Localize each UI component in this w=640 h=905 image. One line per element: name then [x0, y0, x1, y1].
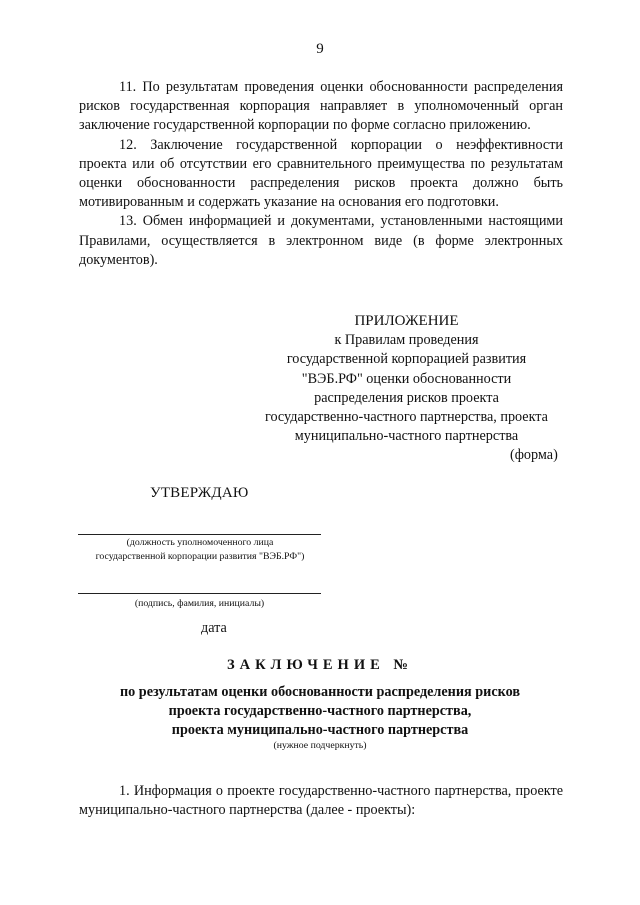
underline-note: (нужное подчеркнуть) [273, 740, 367, 751]
conclusion-subtitle-line: проекта государственно-частного партнерства, [168, 703, 472, 720]
position-line [78, 534, 321, 535]
conclusion-subtitle-line: проекта муниципально-частного партнерства [171, 722, 469, 739]
paragraph-12: 12. Заключение государственной корпорации о неэффективности проекта или об отсутствии его сравнительного преимущества по результатам оценки обоснованности распределения рисков проекта должно быть мотивированным и содержать указание на основания его подготовки. [79, 136, 563, 211]
appendix-line: государственной корпорацией развития [286, 351, 527, 368]
paragraph-13: 13. Обмен информацией и документами, установленными настоящими Правилами, осуществляется в электронном виде (в форме электронных документов). [79, 213, 563, 268]
conclusion-subtitle-line: по результатам оценки обоснованности распределения рисков [119, 684, 521, 700]
body-paragraphs [79, 78, 563, 270]
approve-heading: УТВЕРЖДАЮ [150, 485, 249, 501]
appendix-line: к Правилам проведения [334, 332, 479, 349]
date-label: дата [201, 620, 227, 636]
item-1-paragraph: 1. Информация о проекте государственно-частного партнерства, проекте муниципально-частного партнерства (далее - проекты): [79, 783, 563, 819]
appendix-line: муниципально-частного партнерства [294, 428, 519, 445]
position-caption-line: (должность уполномоченного лица [126, 537, 274, 548]
conclusion-subtitle [0, 683, 640, 741]
paragraph-11: 11. По результатам проведения оценки обоснованности распределения рисков государственная корпорация направляет в уполномоченный орган заключение государственной корпорации по форме согласно приложению. [79, 79, 563, 134]
page-number: 9 [316, 41, 324, 57]
appendix-line: государственно-частного партнерства, проекта [265, 409, 548, 426]
conclusion-title: ЗАКЛЮЧЕНИЕ № [227, 657, 413, 673]
appendix-line: распределения рисков проекта [314, 389, 499, 406]
form-label: (форма) [510, 447, 558, 463]
signature-caption: (подпись, фамилия, инициалы) [134, 598, 265, 609]
appendix-line: "ВЭБ.РФ" оценки обоснованности [301, 370, 512, 387]
position-caption-line: государственной корпорации развития "ВЭБ.РФ") [95, 551, 305, 562]
appendix-title: ПРИЛОЖЕНИЕ [354, 313, 459, 329]
signature-line [78, 593, 321, 594]
position-caption [72, 536, 328, 564]
appendix-header [250, 312, 563, 446]
item-1-block [79, 782, 563, 820]
